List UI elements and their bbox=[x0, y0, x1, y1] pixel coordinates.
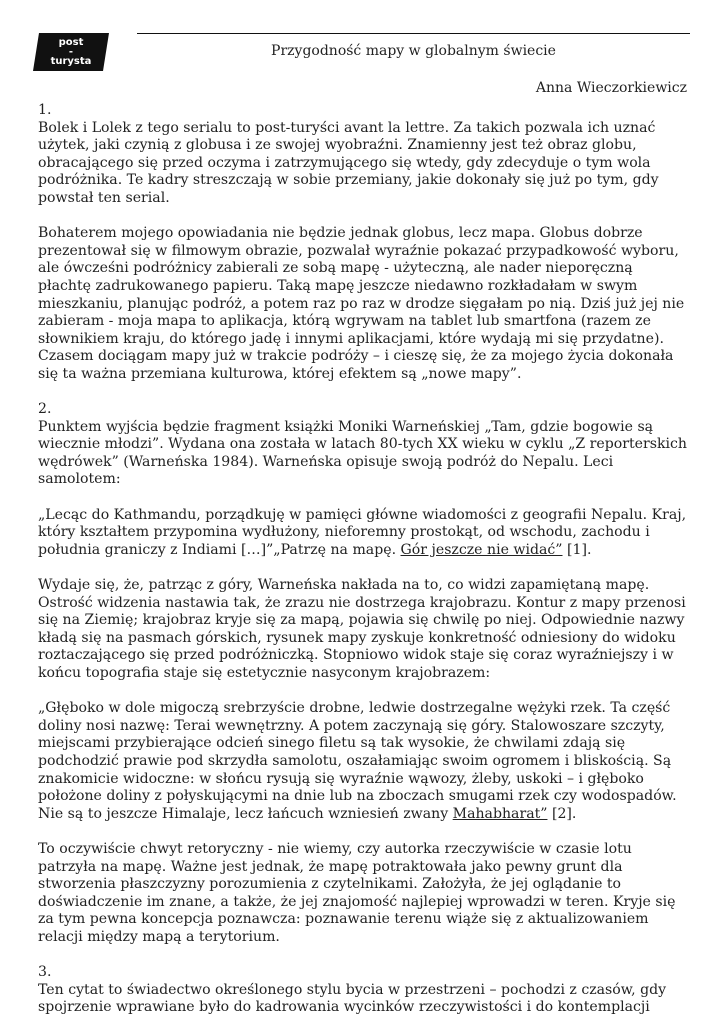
paragraph-citation-testimony: Ten cytat to świadectwo określonego stylu bycia w przestrzeni – pochodzi z czasów, gdy spojrzenie wprawiane było do kadrowania wycinków rzeczywistości i do kontemplacji bbox=[38, 981, 667, 1016]
paragraph-gap bbox=[38, 947, 688, 965]
paragraph-rhetorical-device: To oczywiście chwyt retoryczny - nie wiemy, czy autorka rzeczywiście w czasie lotu patrzyła na mapę. Ważne jest jednak, że mapę potraktowała jako pewny grunt dla stworzenia płaszczyzny porozumienia z czytelnikami. Założyła, że jej oglądanie to doświadczenie im znane, a także, że jej znajomość najlepiej wprowadzi w teren. Kryje się za tym pewna koncepcja poznawcza: poznawanie terenu wiąże się z aktualizowaniem relacji między mapą a terytorium. bbox=[38, 840, 676, 945]
paragraph-gap bbox=[38, 208, 688, 226]
section-number-1: 1. bbox=[38, 102, 52, 118]
logo-line-post: post bbox=[58, 37, 84, 48]
quote-mahabharat-link[interactable]: Mahabharat” bbox=[452, 805, 548, 822]
quote-kathmandu bbox=[38, 507, 688, 560]
quote-mahabharat-ref: [2]. bbox=[547, 805, 577, 822]
section-number-2: 2. bbox=[38, 401, 52, 418]
quote-kathmandu-text: „Lecąc do Kathmandu, porządkuję w pamięci główne wiadomości z geografii Nepalu. Kraj, który kształtem przypomina wydłużony, nieforemny prostokąt, od wschodu, zachodu i południa graniczy z Indiami […]”„Patrzę na mapę. bbox=[38, 506, 687, 558]
paragraph-bolek-lolek: Bolek i Lolek z tego serialu to post-turyści avant la lettre. Za takich pozwala ich uznać użytek, jaki czynią z globusa i ze swojej wyobraźni. Znamienny jest też obraz globu, obracającego się przed oczyma i zatrzymującego się wtedy, gdy zdecyduje o tym wola podróżnika. Te kadry streszczają w sobie przemiany, jakie dokonały się już po tym, gdy powstał ten serial. bbox=[38, 119, 659, 206]
quote-mahabharat-text: „Głęboko w dole migoczą srebrzyście drobne, ledwie dostrzegalne wężyki rzek. Ta część doliny nosi nazwę: Terai wewnętrzny. A potem zaczynają się góry. Stalowoszare szczyty, miejscami przybierające odcień sinego filetu są tak wysokie, że chwilami zdają się podchodzić prawie pod skrzydła samolotu, oszałamiając swoim ogromem i bliskością. Są znakomicie widoczne: w słońcu rysują się wyraźnie wąwozy, żleby, uskoki – i głęboko położone doliny z połyskującymi na dnie lub na zboczach smugami rzek czy wodospadów. Nie są to jeszcze Himalaje, lecz łańcuch wzniesień zwany bbox=[38, 700, 677, 822]
logo-shape bbox=[33, 33, 109, 71]
post-turysta-logo[interactable] bbox=[33, 33, 109, 71]
logo-line-dash: - bbox=[68, 46, 74, 58]
section-number-3: 3. bbox=[38, 964, 52, 981]
header-divider bbox=[137, 33, 690, 34]
quote-mahabharat bbox=[38, 700, 688, 823]
paragraph-gap bbox=[38, 823, 688, 841]
paragraph-warnenska-intro: Punktem wyjścia będzie fragment książki Moniki Warneńskiej „Tam, gdzie bogowie są wiecznie młodzi”. Wydana ona została w latach 80-tych XX wieku w cyklu „Z reporterskich wędrówek” (Warneńska 1984). Warneńska opisuje swoją podróż do Nepalu. Leci samolotem: bbox=[38, 418, 687, 488]
paragraph-gap bbox=[38, 384, 688, 402]
paragraph-map-hero: Bohaterem mojego opowiadania nie będzie jednak globus, lecz mapa. Globus dobrze prezentował się w filmowym obrazie, pozwalał wyraźnie pokazać przypadkowość wyboru, ale ówcześni podróżnicy zabierali ze sobą mapę - użyteczną, ale nader nieporęczną płachtę zadrukowanego papieru. Taką mapę jeszcze niedawno rozkładałam w swym mieszkaniu, planując podróż, a potem raz po raz w drodze sięgałam po nią. Dziś już jej nie zabieram - moja mapa to aplikacja, którą wgrywam na tablet lub smartfona (razem ze słownikiem kraju, do którego jadę i innymi aplikacjami, które wydają mi się przydatne). Czasem dociągam mapy już w trakcie podróży – i cieszę się, że za mojego życia dokonała się ta ważna przemiana kulturowa, której efektem są „nowe mapy”. bbox=[38, 225, 685, 382]
article-body bbox=[38, 102, 688, 1017]
quote-kathmandu-ref: [1]. bbox=[562, 541, 592, 558]
paragraph-gap bbox=[38, 559, 688, 577]
quote-kathmandu-link[interactable]: Gór jeszcze nie widać” bbox=[400, 541, 563, 558]
logo-line-turysta: turysta bbox=[50, 56, 92, 67]
document-title: Przygodność mapy w globalnym świecie bbox=[271, 43, 556, 59]
paragraph-gap bbox=[38, 683, 688, 701]
paragraph-gap bbox=[38, 489, 688, 507]
paragraph-map-overlay: Wydaje się, że, patrząc z góry, Warneńska nakłada na to, co widzi zapamiętaną mapę. Ostrość widzenia nastawia tak, że zrazu nie dostrzega krajobrazu. Kontur z mapy przenosi się na Ziemię; krajobraz kryje się za mapą, pojawia się chwilę po niej. Odpowiednie nazwy kładą się na pasmach górskich, rysunek mapy zyskuje konkretność odniesiony do widoku roztaczającego się przed podróżniczką. Stopniowo widok staje się coraz wyraźniejszy i w końcu topografia staje się estetycznie nasyconym krajobrazem: bbox=[38, 577, 686, 681]
author-name: Anna Wieczorkiewicz bbox=[535, 80, 687, 96]
